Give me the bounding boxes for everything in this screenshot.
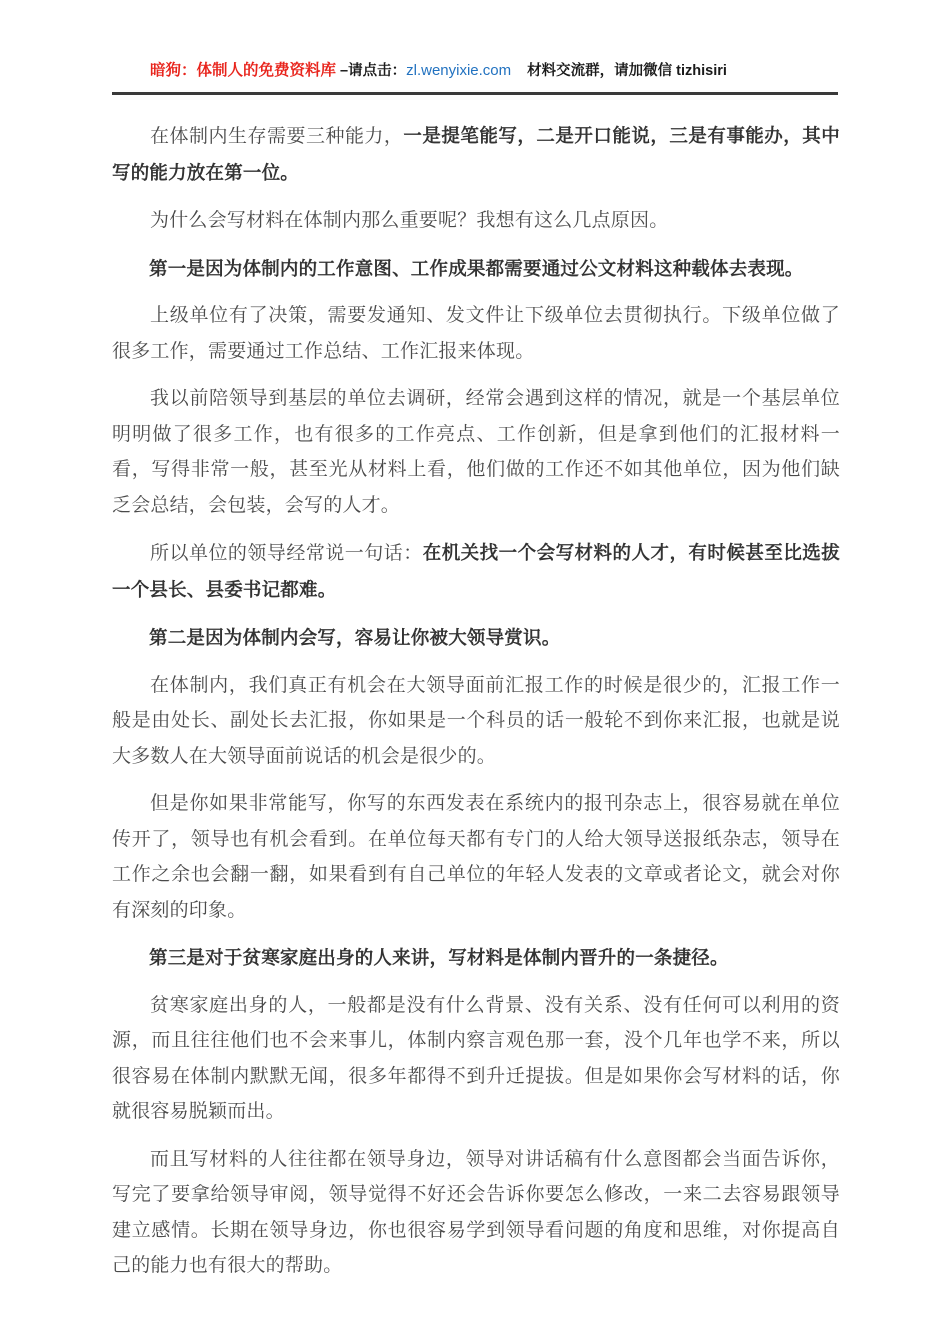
header-brand-label: 暗狗：体制人的免费资料库 xyxy=(150,62,337,79)
paragraph-2: 为什么会写材料在体制内那么重要呢？我想有这么几点原因。 xyxy=(150,210,669,231)
paragraph-1-emphasis: 一是提笔能写，二是开口能说，三是有事能办，其中写的能力放在第一位。 xyxy=(112,125,840,183)
paragraph-8: 在体制内，我们真正有机会在大领导面前汇报工作的时候是很少的，汇报工作一般是由处长、副处长去汇报，你如果是一个科员的话一般轮不到你来汇报，也就是说大多数人在大领导面前说话的机会是很少的。 xyxy=(112,674,840,767)
paragraph-12: 而且写材料的人往往都在领导身边，领导对讲话稿有什么意图都会当面告诉你，写完了要拿给领导审阅，领导觉得不好还会告诉你要怎么修改，一来二去容易跟领导建立感情。长期在领导身边，你也很容易学到领导看问题的角度和思维，对你提高自己的能力也有很大的帮助。 xyxy=(112,1148,840,1276)
paragraph-5: 我以前陪领导到基层的单位去调研，经常会遇到这样的情况，就是一个基层单位明明做了很多工作，也有很多的工作亮点、工作创新，但是拿到他们的汇报材料一看，写得非常一般，甚至光从材料上看，他们做的工作还不如其他单位，因为他们缺乏会总结，会包装，会写的人才。 xyxy=(112,388,840,516)
paragraph-6-lead: 所以单位的领导经常说一句话： xyxy=(150,543,423,564)
paragraph-1-lead: 在体制内生存需要三种能力， xyxy=(150,126,404,147)
heading-reason-three: 第三是对于贫寒家庭出身的人来讲，写材料是体制内晋升的一条捷径。 xyxy=(149,947,729,968)
header-banner-text xyxy=(112,58,838,84)
paragraph-6 xyxy=(112,535,840,608)
header-click-prompt: –请点击： xyxy=(336,63,407,79)
document-body xyxy=(112,118,840,1284)
header-wechat-label: 材料交流群，请加微信 tizhisiri xyxy=(527,63,727,79)
header-site-link[interactable]: zl.wenyixie.com xyxy=(406,62,512,79)
paragraph-9: 但是你如果非常能写，你写的东西发表在系统内的报刊杂志上，很容易就在单位传开了，领导也有机会看到。在单位每天都有专门的人给大领导送报纸杂志，领导在工作之余也会翻一翻，如果看到有自己单位的年轻人发表的文章或者论文，就会对你有深刻的印象。 xyxy=(112,793,840,921)
paragraph-6-emphasis: 在机关找一个会写材料的人才，有时候甚至比选拔一个县长、县委书记都难。 xyxy=(112,542,840,600)
page-header xyxy=(112,58,838,84)
heading-reason-one: 第一是因为体制内的工作意图、工作成果都需要通过公文材料这种载体去表现。 xyxy=(149,257,804,279)
paragraph-11: 贫寒家庭出身的人，一般都是没有什么背景、没有关系、没有任何可以利用的资源，而且往往他们也不会来事儿，体制内察言观色那一套，没个几年也学不来，所以很容易在体制内默默无闻，很多年都得不到升迁提拔。但是如果你会写材料的话，你就很容易脱颖而出。 xyxy=(112,994,840,1122)
heading-reason-two: 第二是因为体制内会写，容易让你被大领导赏识。 xyxy=(149,627,561,648)
header-divider-rule xyxy=(112,92,838,95)
paragraph-4: 上级单位有了决策，需要发通知、发文件让下级单位去贯彻执行。下级单位做了很多工作，需要通过工作总结、工作汇报来体现。 xyxy=(112,305,840,362)
paragraph-1 xyxy=(112,118,840,191)
